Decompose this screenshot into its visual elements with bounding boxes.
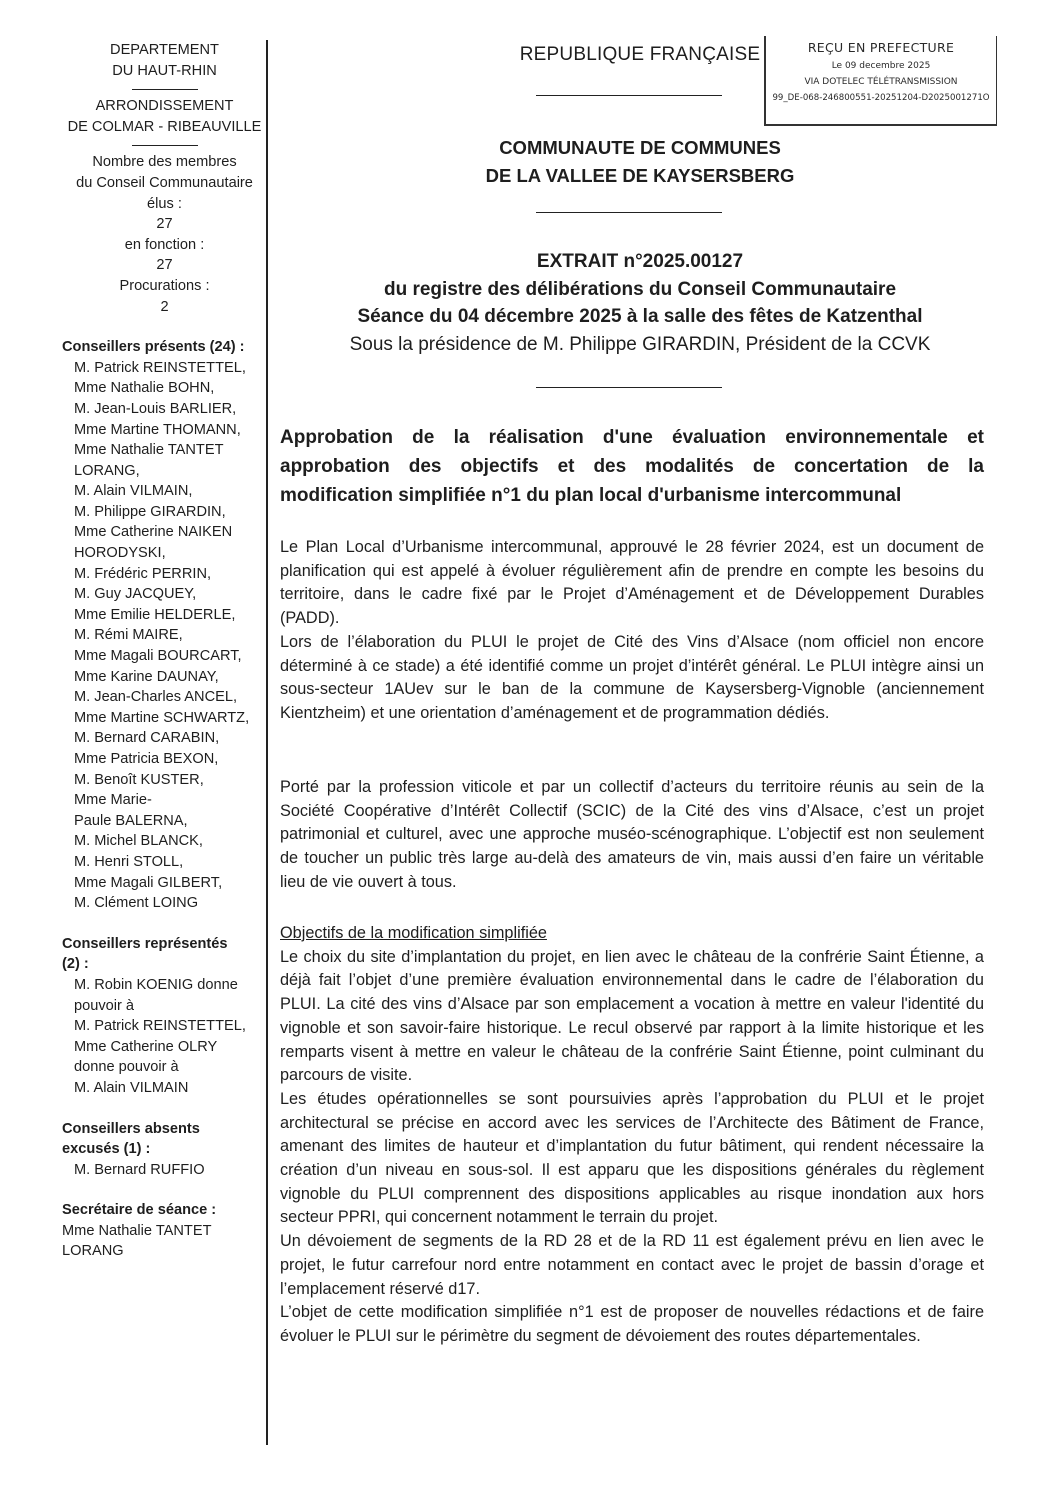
councillor-name: Mme Marie- — [74, 792, 152, 809]
stamp-date: Le 09 decembre 2025 — [831, 61, 931, 71]
councillor-name: Mme Magali GILBERT, — [74, 874, 223, 891]
department-line: DU HAUT-RHIN — [112, 62, 217, 79]
paragraph: Le Plan Local d’Urbanisme intercommunal, approuvé le 28 février 2024, est un document de planification qui est appelé à évoluer régulièrement afin de prendre en compte les besoins du territoire, dans le cadre fixé par le Projet d’Aménagement et de Développement Durables (PADD). — [280, 538, 984, 628]
councillor-name: M. Clément LOING — [74, 895, 199, 912]
elus-label: élus : — [147, 195, 182, 212]
secretary-title: Secrétaire de séance : — [62, 1202, 217, 1219]
proxy-line: M. Patrick REINSTETTEL, — [74, 1018, 246, 1035]
paragraph: Le choix du site d’implantation du projet, en lien avec le château de la confrérie Saint Étienne, a déjà fait l’objet d’une première évaluation environnemental dans le cadre de l’élaboration du PLUI. La cité des vins d’Alsace par son emplacement a vocation à mettre en valeur l'identité du vignoble et son savoir-faire historique. Le recul observé par rapport à la limite historique et les remparts visent à mettre en valeur le château de la confrérie Saint Étienne, point culminant du parcours de visite. — [280, 947, 984, 1085]
represented-section — [62, 934, 267, 1099]
councillor-name: M. Guy JACQUEY, — [74, 586, 197, 603]
body-section-3 — [280, 922, 984, 1349]
represented-list — [62, 975, 267, 1099]
stamp-title: REÇU EN PREFECTURE — [807, 40, 955, 55]
councillor-name: Mme Karine DAUNAY, — [74, 668, 219, 685]
paragraph: Lors de l’élaboration du PLUI le projet de Cité des Vins d’Alsace (nom officiel non encore déterminé à ce stade) a été identifié comme un projet d’intérêt général. Le PLUI intègre ainsi un sous-secteur 1AUev sur le ban de la commune de Kaysersberg-Vignoble (anciennement Kientzheim) et une orientation d’aménagement et de programmation dédiés. — [280, 632, 984, 722]
members-count-block — [62, 152, 267, 317]
divider — [536, 387, 722, 388]
left-column — [62, 40, 267, 1262]
members-label: Nombre des membres — [92, 154, 237, 171]
en-fonction-label: en fonction : — [124, 236, 205, 253]
councillor-name: Mme Patricia BEXON, — [74, 751, 219, 767]
councillor-name: M. Patrick REINSTETTEL, — [74, 359, 246, 376]
proxy-line: Mme Catherine OLRY — [74, 1038, 218, 1055]
community-heading — [440, 134, 840, 190]
presents-title: Conseillers présents (24) : — [62, 339, 245, 356]
secretary-name: LORANG — [62, 1243, 124, 1260]
councillor-name: Mme Martine SCHWARTZ, — [74, 709, 250, 726]
republique-heading: REPUBLIQUE FRANÇAISE — [519, 44, 761, 65]
proxy-line: pouvoir à — [74, 997, 135, 1014]
extract-number: EXTRAIT n°2025.00127 — [536, 251, 744, 272]
spacer — [62, 914, 267, 934]
community-line: DE LA VALLEE DE KAYSERSBERG — [485, 165, 795, 186]
divider — [132, 89, 198, 90]
councillor-name: Mme Nathalie BOHN, — [74, 380, 215, 397]
paragraph: L’objet de cette modification simplifiée n°1 est de proposer de nouvelles rédactions et de faire évoluer le PLUI sur le périmètre du segment de dévoiement des routes départementales. — [280, 1303, 984, 1345]
councillor-name: Mme Martine THOMANN, — [74, 421, 241, 438]
paragraph: Porté par la profession viticole et par un collectif d’acteurs du territoire réunis au sein de la Société Coopérative d’Intérêt Collectif (SCIC) de la Cité des vins d’Alsace, c’est un projet patrimonial et culturel, avec une approche muséo-scénographique. L’objectif est non seulement de toucher un public très large au-delà des amateurs de vin, mais aussi d’en faire un véritable lieu de vie ouvert à tous. — [280, 778, 984, 891]
absents-title: Conseillers absents — [62, 1120, 200, 1137]
presents-list — [62, 358, 267, 914]
procurations-value: 2 — [160, 298, 169, 315]
spacer — [62, 317, 267, 337]
councillor-name: M. Benoît KUSTER, — [74, 771, 204, 788]
body-section-2 — [280, 776, 984, 895]
department-block — [62, 40, 267, 81]
proxy-line: donne pouvoir à — [74, 1059, 179, 1076]
arrondissement-line: DE COLMAR - RIBEAUVILLE — [67, 118, 262, 135]
presents-section — [62, 337, 267, 914]
councillor-name: M. Rémi MAIRE, — [74, 627, 183, 644]
subject-line: modification simplifiée n°1 du plan local d'urbanisme intercommunal — [280, 485, 902, 506]
secretary-name: Mme Nathalie TANTET — [62, 1222, 212, 1239]
councillor-name: M. Philippe GIRARDIN, — [74, 503, 226, 520]
arrondissement-block — [62, 96, 267, 137]
absents-list — [62, 1160, 267, 1181]
deliberation-subject — [280, 423, 984, 510]
arrondissement-line: ARRONDISSEMENT — [95, 98, 234, 115]
absent-name: M. Bernard RUFFIO — [74, 1161, 205, 1178]
councillor-name: Paule BALERNA, — [74, 812, 188, 829]
body-section-1 — [280, 536, 984, 726]
community-line: COMMUNAUTE DE COMMUNES — [499, 137, 781, 158]
divider — [536, 95, 722, 96]
divider — [132, 145, 198, 146]
proxy-line: M. Robin KOENIG donne — [74, 976, 238, 993]
councillor-name: LORANG, — [74, 462, 140, 479]
secretary-section — [62, 1200, 267, 1262]
councillor-name: M. Jean-Charles ANCEL, — [74, 689, 238, 706]
councillor-name: Mme Magali BOURCART, — [74, 648, 242, 665]
extract-presidency: Sous la présidence de M. Philippe GIRARDIN, Président de la CCVK — [349, 333, 931, 355]
councillor-name: M. Jean-Louis BARLIER, — [74, 400, 237, 417]
members-label: du Conseil Communautaire — [76, 174, 253, 191]
councillor-name: M. Michel BLANCK, — [74, 833, 203, 850]
paragraph: Les études opérationnelles se sont poursuivies après l’approbation du PLUI et le projet architectural se précise en accord avec les services de l’Architecte des Bâtiment de France, amenant des limites de hauteur et d’implantation du futur bâtiment, qui rendent nécessaire la création d’un niveau en sous-sol. Il est apparu que les dispositions générales du règlement vignoble du PLUI comprennent des dispositions applicables au risque inondation aux hors secteur PPRI, qui concernent notamment le terrain du projet. — [280, 1089, 984, 1227]
councillor-name: M. Frédéric PERRIN, — [74, 565, 212, 582]
councillor-name: M. Bernard CARABIN, — [74, 730, 220, 747]
councillor-name: M. Henri STOLL, — [74, 853, 184, 870]
represented-title: (2) : — [62, 956, 89, 973]
secretary-list — [62, 1221, 267, 1262]
spacer — [62, 1099, 267, 1119]
column-separator — [266, 40, 268, 1445]
prefecture-stamp — [764, 36, 997, 126]
subject-line: Approbation de la réalisation d'une évaluation environnementale et — [280, 427, 984, 448]
stamp-via: VIA DOTELEC TÉLÉTRANSMISSION — [804, 77, 958, 87]
divider — [536, 212, 722, 213]
spacer — [62, 1180, 267, 1200]
councillor-name: Mme Emilie HELDERLE, — [74, 606, 236, 623]
subject-line: approbation des objectifs et des modalités de concertation de la — [280, 456, 984, 477]
extract-header — [280, 248, 1000, 358]
extract-register: du registre des délibérations du Conseil Communautaire — [383, 278, 897, 300]
proxy-line: M. Alain VILMAIN — [74, 1079, 189, 1096]
elus-value: 27 — [156, 216, 173, 233]
procurations-label: Procurations : — [119, 277, 210, 294]
absents-title: excusés (1) : — [62, 1141, 151, 1158]
paragraph: Un dévoiement de segments de la RD 28 et de la RD 11 est également prévu en lien avec le projet, le futur carrefour nord entre notamment en contact avec le projet de bassin d’orage et l’emplacement réservé d17. — [280, 1232, 984, 1298]
councillor-name: Mme Nathalie TANTET — [74, 442, 224, 459]
represented-title: Conseillers représentés — [62, 935, 228, 952]
extract-session: Séance du 04 décembre 2025 à la salle des fêtes de Katzenthal — [357, 306, 923, 327]
objectives-heading: Objectifs de la modification simplifiée — [280, 924, 547, 942]
councillor-name: HORODYSKI, — [74, 545, 166, 562]
department-line: DEPARTEMENT — [110, 42, 219, 58]
councillor-name: M. Alain VILMAIN, — [74, 483, 193, 500]
en-fonction-value: 27 — [156, 257, 173, 274]
absents-section — [62, 1119, 267, 1181]
stamp-reference: 99_DE-068-246800551-20251204-D2025001271O — [772, 93, 990, 103]
councillor-name: Mme Catherine NAIKEN — [74, 524, 233, 541]
